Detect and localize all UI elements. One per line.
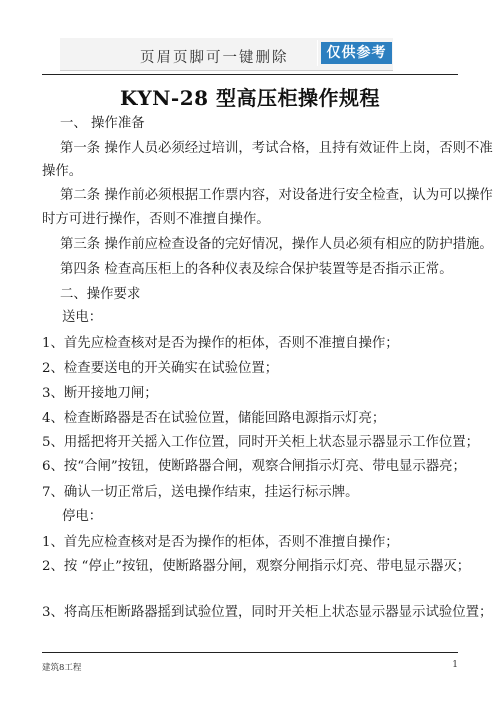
list-item: 2、检查要送电的开关确实在试验位置； — [42, 361, 279, 376]
section-heading: 一、 操作准备 — [60, 116, 145, 131]
footer-left-text: 建筑8工程 — [42, 663, 82, 673]
list-item: 1、首先应检查核对是否为操作的柜体，否则不准擅自操作； — [42, 535, 399, 550]
document-title: KYN-28 型高压柜操作规程 — [120, 86, 380, 110]
subheading: 停电： — [62, 509, 103, 524]
section-heading: 二、操作要求 — [60, 287, 141, 302]
list-item: 1、首先应检查核对是否为操作的柜体，否则不准擅自操作； — [42, 336, 399, 351]
list-item: 2、按 “停止”按钮，使断路器分闸，观察分闸指示灯亮、带电显示器灭； — [42, 559, 471, 574]
paragraph-line: 第二条 操作前必须根据工作票内容，对设备进行安全检查，认为可以操作 — [60, 188, 493, 203]
header-rule — [42, 74, 458, 75]
subheading: 送电： — [62, 310, 103, 325]
list-item: 4、检查断路器是否在试验位置，储能回路电源指示灯亮； — [42, 411, 386, 426]
header-text: 页眉页脚可一键删除 — [140, 50, 289, 66]
list-item: 3、将高压柜断路器摇到试验位置，同时开关柜上状态显示器显示试验位置； — [42, 605, 493, 620]
paragraph-line: 第四条 检查高压柜上的各种仪表及综合保护装置等是否指示正常。 — [60, 262, 453, 277]
paragraph-line: 操作。 — [42, 164, 83, 179]
list-item: 7、确认一切正常后，送电操作结束，挂运行标示牌。 — [42, 485, 359, 500]
footer-rule — [42, 652, 458, 653]
list-item: 6、按“合闸”按钮，使断路器合闸，观察合闸指示灯亮、带电显示器亮； — [42, 459, 466, 474]
page-number: 1 — [452, 660, 458, 670]
list-item: 3、断开接地刀闸； — [42, 386, 158, 401]
reference-badge: 仅供参考 — [321, 42, 392, 64]
list-item: 5、用摇把将开关摇入工作位置，同时开关柜上状态显示器显示工作位置； — [42, 435, 480, 450]
paragraph-line: 第一条 操作人员必须经过培训，考试合格，且持有效证件上岗，否则不准 — [60, 141, 493, 156]
paragraph-line: 第三条 操作前应检查设备的完好情况，操作人员必须有相应的防护措施。 — [60, 237, 493, 252]
paragraph-line: 时方可进行操作，否则不准擅自操作。 — [42, 212, 270, 227]
